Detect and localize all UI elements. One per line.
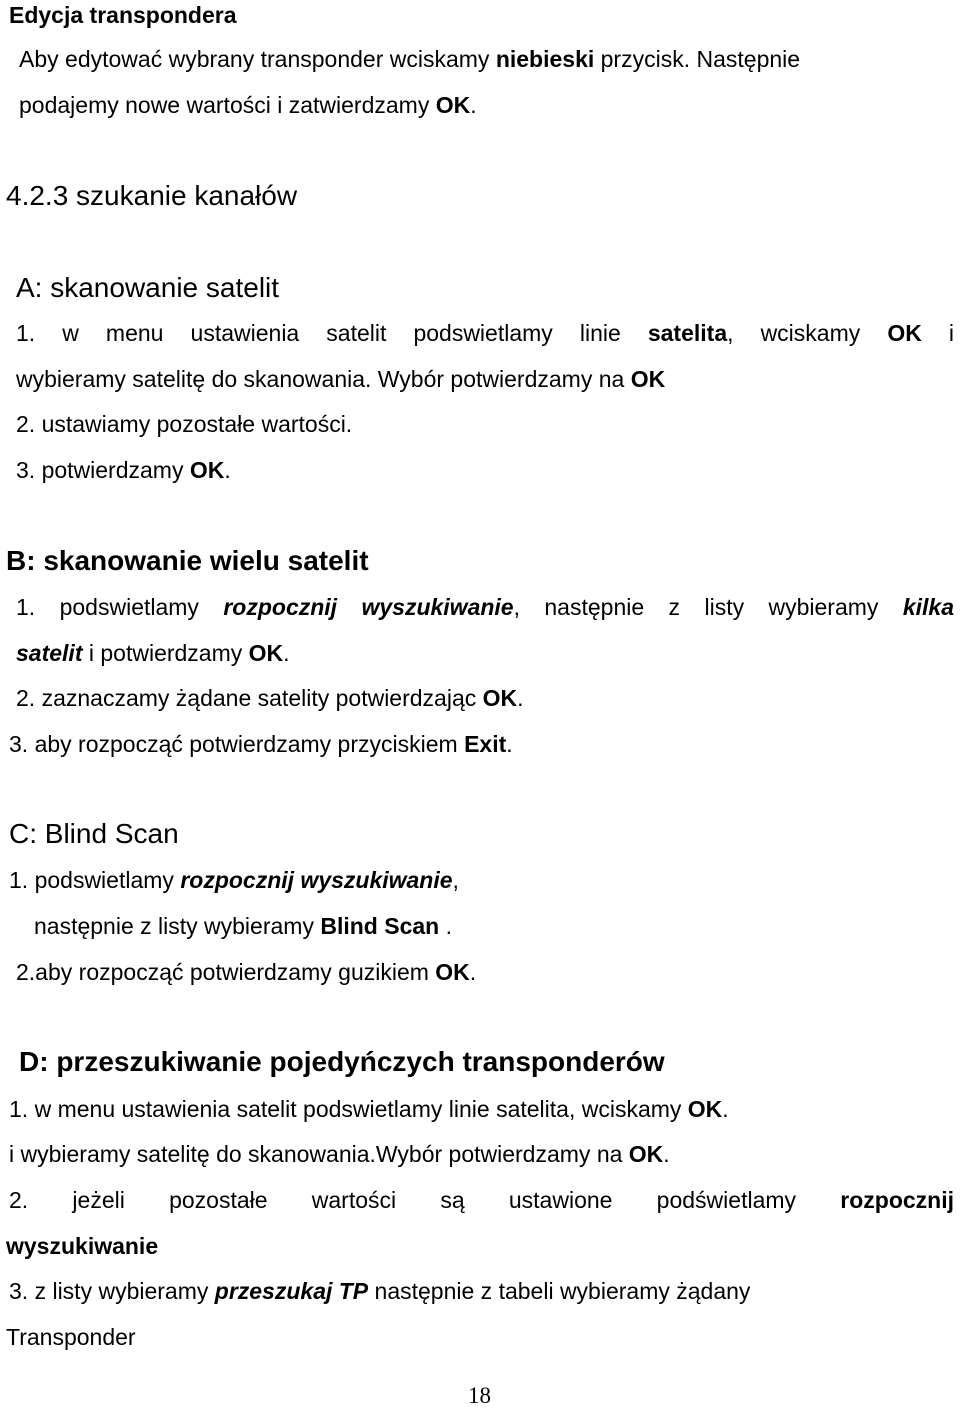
section-heading-a: A: skanowanie satelit bbox=[16, 272, 280, 303]
section-heading-d: D: przeszukiwanie pojedyńczych transponderów bbox=[19, 1046, 665, 1077]
list-item: 2. jeżeli pozostałe wartości są ustawione podświetlamy rozpocznij bbox=[9, 1187, 954, 1213]
chapter-heading: 4.2.3 szukanie kanałów bbox=[6, 180, 298, 211]
section-heading-c: C: Blind Scan bbox=[9, 818, 179, 849]
list-item: 3. potwierdzamy OK. bbox=[16, 457, 231, 483]
list-item: 3. aby rozpocząć potwierdzamy przyciskiem Exit. bbox=[9, 731, 513, 757]
list-item: 1. w menu ustawienia satelit podswietlamy linie satelita, wciskamy OK. bbox=[9, 1096, 729, 1122]
section-heading-edycja: Edycja transpondera bbox=[9, 2, 237, 28]
list-item-continuation: Transponder bbox=[6, 1324, 136, 1350]
list-item: 2. ustawiamy pozostałe wartości. bbox=[16, 411, 353, 437]
list-item-continuation: następnie z listy wybieramy Blind Scan . bbox=[34, 913, 452, 939]
paragraph-line: podajemy nowe wartości i zatwierdzamy OK. bbox=[19, 92, 477, 118]
paragraph-line: Aby edytować wybrany transponder wciskamy niebieski przycisk. Następnie bbox=[19, 46, 801, 72]
list-item: 2.aby rozpocząć potwierdzamy guzikiem OK. bbox=[16, 959, 477, 985]
list-item: 2. zaznaczamy żądane satelity potwierdzając OK. bbox=[16, 685, 524, 711]
list-item: 3. z listy wybieramy przeszukaj TP następnie z tabeli wybieramy żądany bbox=[9, 1278, 751, 1304]
list-item-continuation: i wybieramy satelitę do skanowania.Wybór potwierdzamy na OK. bbox=[9, 1141, 670, 1167]
page-number: 18 bbox=[468, 1383, 491, 1408]
list-item-continuation: wyszukiwanie bbox=[6, 1233, 159, 1259]
list-item: 1. podswietlamy rozpocznij wyszukiwanie, następnie z listy wybieramy kilka bbox=[16, 594, 954, 620]
section-heading-b: B: skanowanie wielu satelit bbox=[6, 545, 369, 576]
list-item-continuation: satelit i potwierdzamy OK. bbox=[16, 640, 290, 666]
list-item: 1. podswietlamy rozpocznij wyszukiwanie, bbox=[9, 867, 459, 893]
list-item: 1. w menu ustawienia satelit podswietlamy linie satelita, wciskamy OK i bbox=[16, 320, 955, 346]
list-item-continuation: wybieramy satelitę do skanowania. Wybór potwierdzamy na OK bbox=[16, 366, 666, 392]
